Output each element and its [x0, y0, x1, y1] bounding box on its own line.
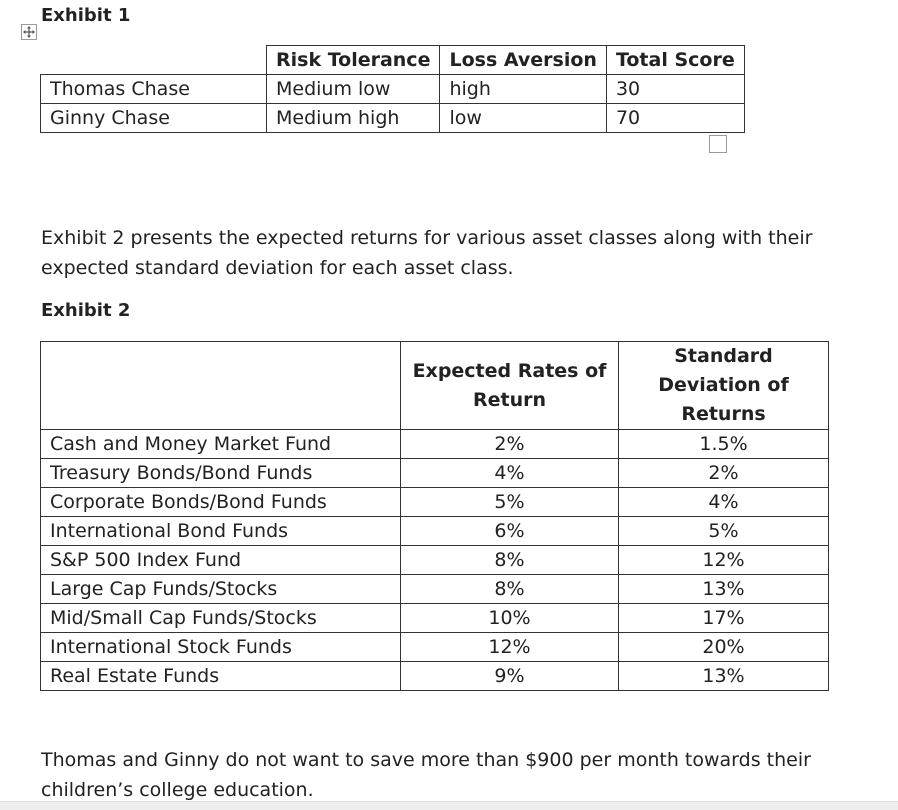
header-risk-tolerance: Risk Tolerance [267, 46, 440, 75]
asset-class-cell: Mid/Small Cap Funds/Stocks [41, 604, 401, 633]
exhibit-1-table [40, 45, 745, 133]
exhibit-1-title: Exhibit 1 [41, 5, 131, 26]
total-score-cell: 30 [606, 75, 744, 104]
header-standard-deviation: Standard Deviation of Returns [619, 342, 829, 430]
expected-return-cell: 5% [401, 488, 619, 517]
std-dev-cell: 5% [619, 517, 829, 546]
std-dev-cell: 2% [619, 459, 829, 488]
std-dev-cell: 13% [619, 575, 829, 604]
table-header-row [41, 46, 745, 75]
std-dev-cell: 4% [619, 488, 829, 517]
std-dev-cell: 20% [619, 633, 829, 662]
expected-return-cell: 8% [401, 575, 619, 604]
asset-class-cell: S&P 500 Index Fund [41, 546, 401, 575]
table-row [41, 517, 829, 546]
expected-return-cell: 4% [401, 459, 619, 488]
std-dev-cell: 12% [619, 546, 829, 575]
table-move-handle-icon[interactable] [21, 24, 37, 40]
table-row [41, 633, 829, 662]
exhibit-2-intro-paragraph: Exhibit 2 presents the expected returns for various asset classes along with their expected standard deviation for each asset class. [41, 227, 813, 279]
std-dev-cell: 1.5% [619, 430, 829, 459]
expected-return-cell: 9% [401, 662, 619, 691]
asset-class-cell: International Bond Funds [41, 517, 401, 546]
table-header-row [41, 342, 829, 430]
table-row [41, 604, 829, 633]
header-loss-aversion: Loss Aversion [440, 46, 606, 75]
table-row [41, 430, 829, 459]
asset-class-cell: Cash and Money Market Fund [41, 430, 401, 459]
std-dev-cell: 13% [619, 662, 829, 691]
std-dev-cell: 17% [619, 604, 829, 633]
client-name-cell: Thomas Chase [41, 75, 267, 104]
expected-return-cell: 12% [401, 633, 619, 662]
exhibit-2-table [40, 341, 829, 691]
budget-paragraph: Thomas and Ginny do not want to save more than $900 per month towards their children’s college education. [41, 749, 811, 801]
table-resize-handle[interactable] [709, 135, 727, 153]
table-row [41, 104, 745, 133]
asset-class-cell: Corporate Bonds/Bond Funds [41, 488, 401, 517]
header-blank-cell [41, 46, 267, 75]
expected-return-cell: 6% [401, 517, 619, 546]
table-row [41, 662, 829, 691]
exhibit-2-title: Exhibit 2 [41, 300, 131, 321]
table-row [41, 575, 829, 604]
table-row [41, 75, 745, 104]
table-row [41, 546, 829, 575]
client-name-cell: Ginny Chase [41, 104, 267, 133]
asset-class-cell: Treasury Bonds/Bond Funds [41, 459, 401, 488]
asset-class-cell: International Stock Funds [41, 633, 401, 662]
loss-aversion-cell: high [440, 75, 606, 104]
header-expected-return: Expected Rates of Return [401, 342, 619, 430]
total-score-cell: 70 [606, 104, 744, 133]
risk-tolerance-cell: Medium high [267, 104, 440, 133]
table-row [41, 488, 829, 517]
asset-class-cell: Large Cap Funds/Stocks [41, 575, 401, 604]
expected-return-cell: 8% [401, 546, 619, 575]
header-blank-cell [41, 342, 401, 430]
asset-class-cell: Real Estate Funds [41, 662, 401, 691]
loss-aversion-cell: low [440, 104, 606, 133]
expected-return-cell: 2% [401, 430, 619, 459]
header-total-score: Total Score [606, 46, 744, 75]
table-row [41, 459, 829, 488]
expected-return-cell: 10% [401, 604, 619, 633]
risk-tolerance-cell: Medium low [267, 75, 440, 104]
